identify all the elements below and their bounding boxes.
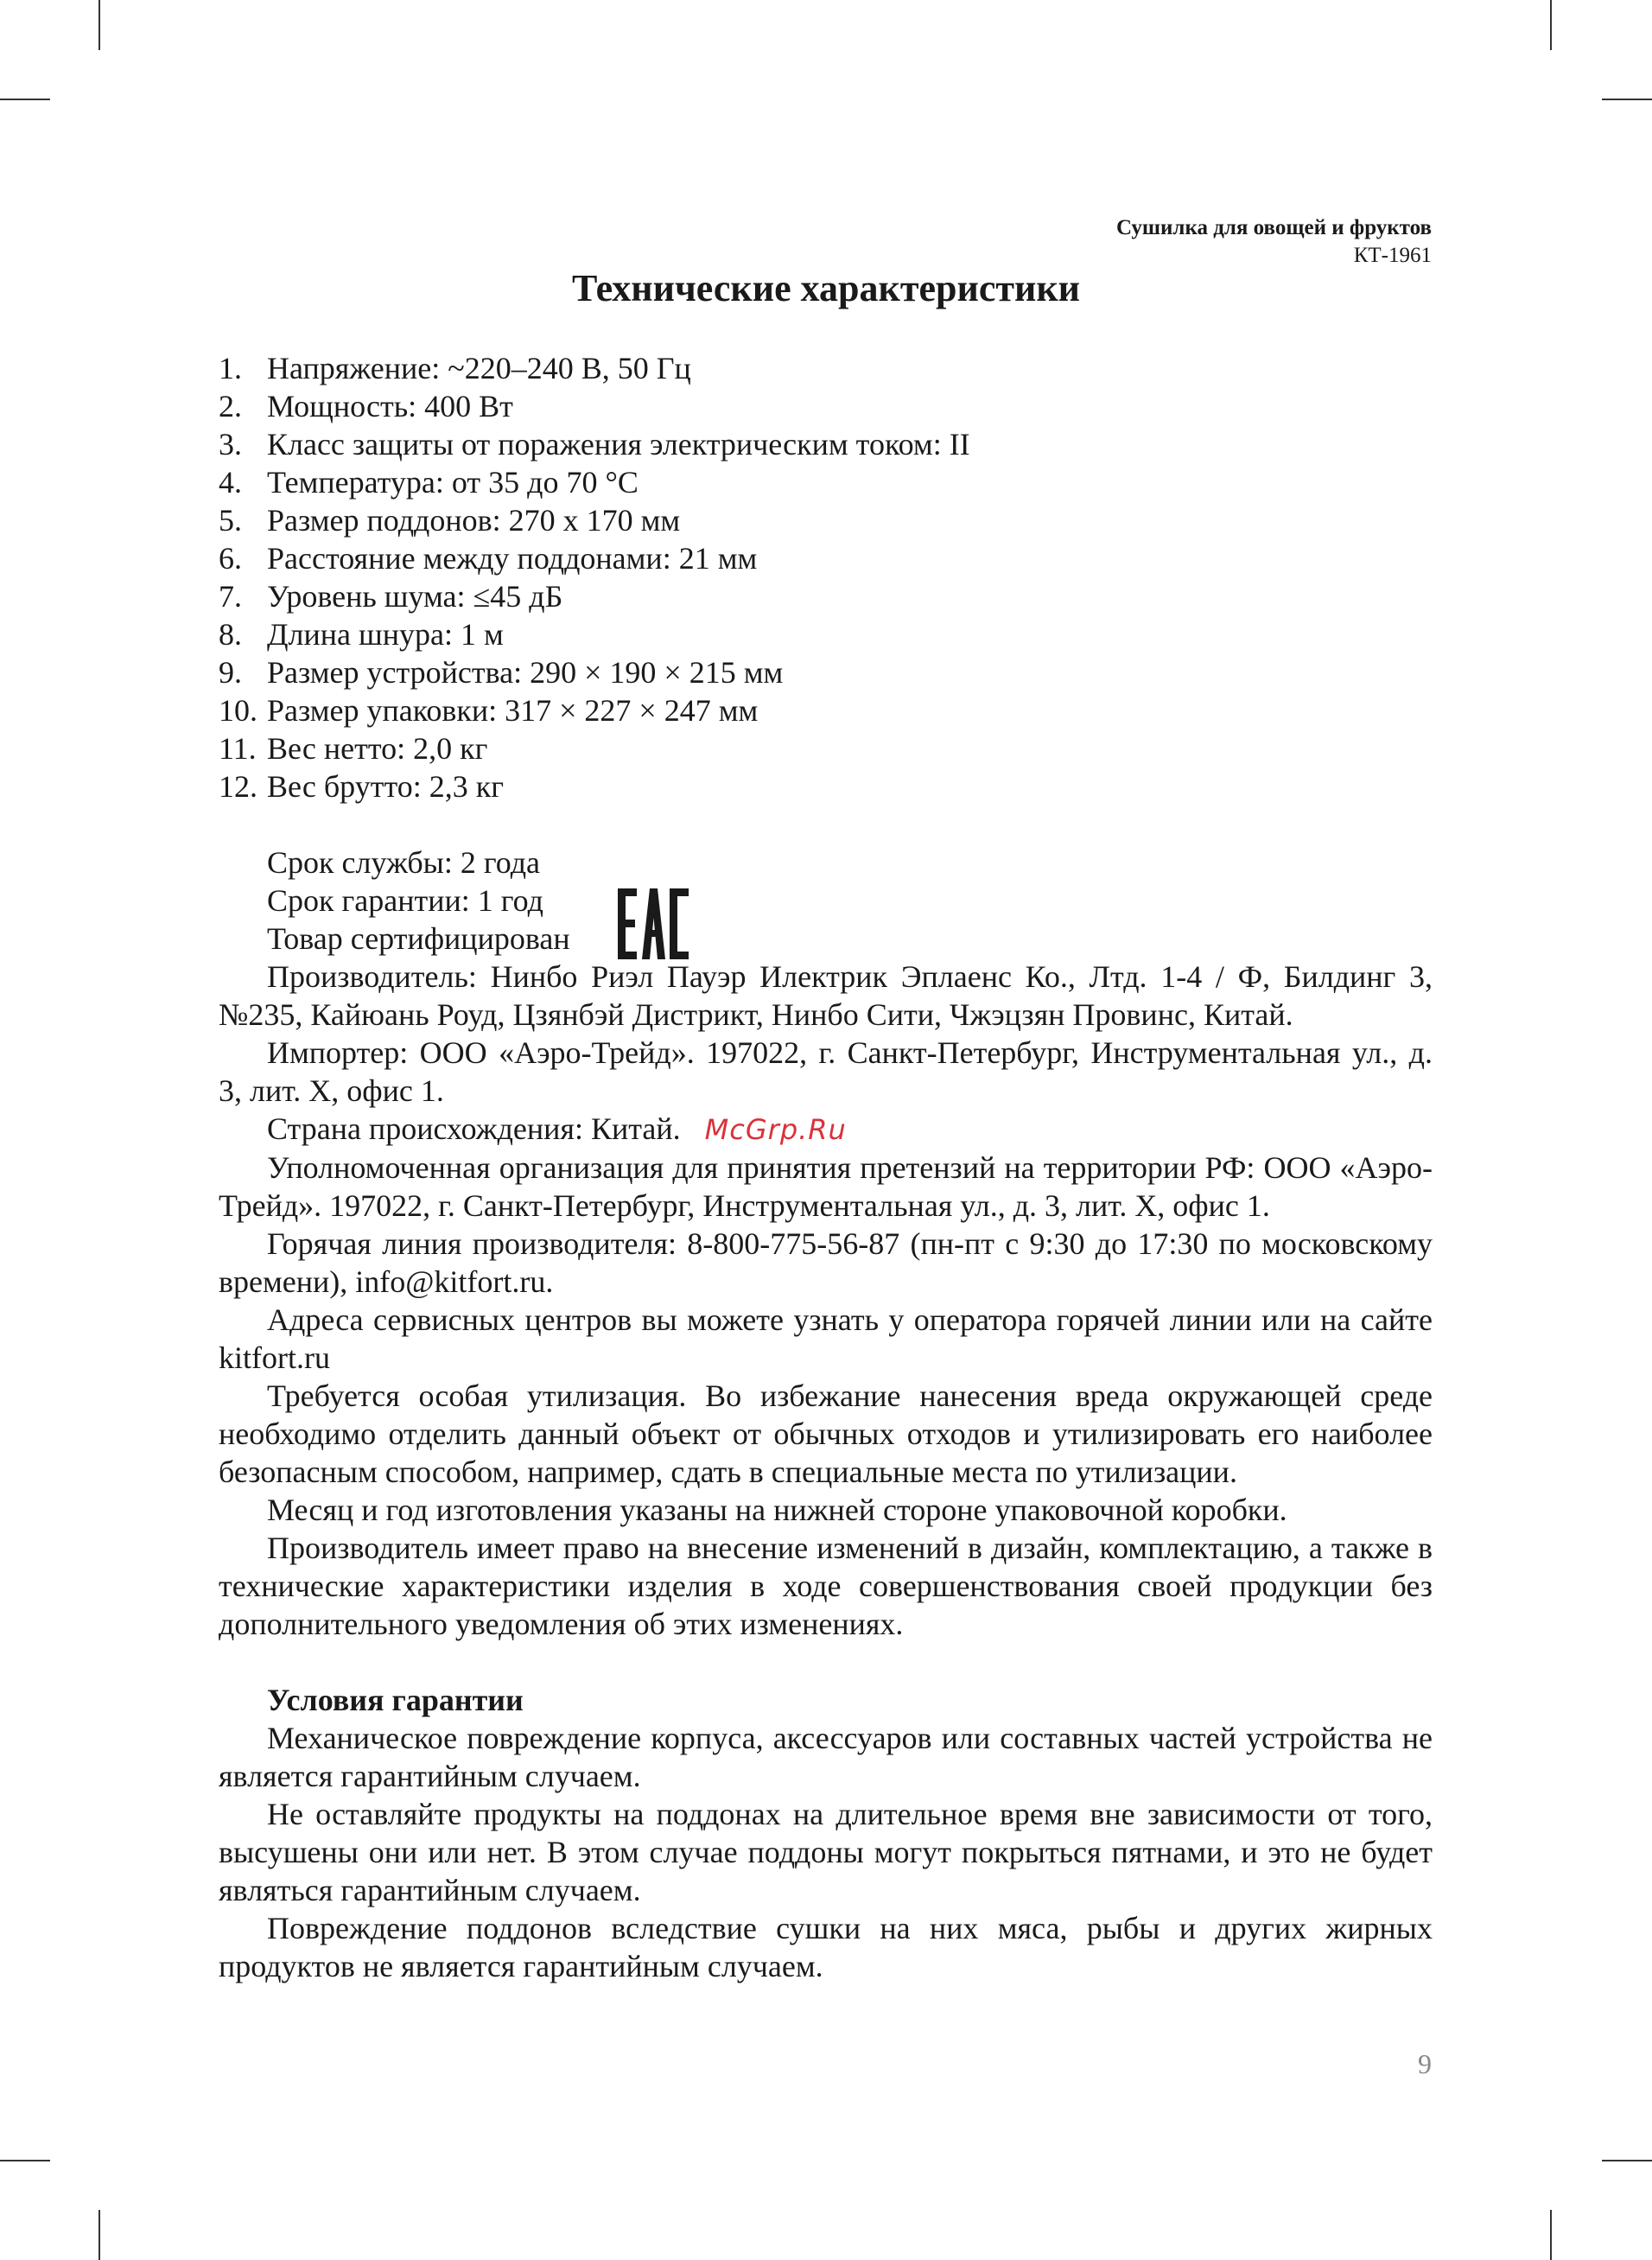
spec-item: 2. Мощность: 400 Вт	[219, 389, 513, 423]
spec-item: 7. Уровень шума: ≤45 дБ	[219, 579, 563, 614]
page-title: Технические характеристики	[571, 267, 1081, 309]
warranty-paragraph: Повреждение поддонов вследствие сушки на них мяса, рыбы и других жирных продуктов не является гарантийным случаем.	[219, 1911, 1433, 1983]
spec-list	[219, 349, 1433, 805]
spec-item: 3. Класс защиты от поражения электрическим током: II	[219, 427, 970, 462]
spec-item: 10. Размер упаковки: 317 × 227 × 247 мм	[219, 693, 759, 728]
authorized-organization: Уполномоченная организация для принятия претензий на территории РФ: ООО «Аэро-Трейд». 197022, г. Санкт-Петербург, Инструментальная ул., д. 3, лит. Х, офис 1.	[219, 1150, 1433, 1223]
spec-item: 12. Вес брутто: 2,3 кг	[219, 769, 504, 804]
spec-item: 8. Длина шнура: 1 м	[219, 617, 504, 652]
hotline-info: Горячая линия производителя: 8-800-775-56-87 (пн-пт с 9:30 до 17:30 по московскому времени), info@kitfort.ru.	[219, 1226, 1433, 1299]
warranty-paragraph: Не оставляйте продукты на поддонах на длительное время вне зависимости от того, высушены они или нет. В этом случае поддоны могут покрыться пятнами, и это не будет являться гарантийным случаем.	[219, 1797, 1433, 1907]
spec-item: 5. Размер поддонов: 270 х 170 мм	[219, 503, 681, 538]
warranty-paragraph: Механическое повреждение корпуса, аксессуаров или составных частей устройства не является гарантийным случаем.	[219, 1721, 1433, 1793]
crop-mark	[98, 2210, 100, 2260]
crop-mark	[1602, 99, 1652, 100]
page-number: 9	[1418, 2048, 1432, 2079]
service-centers-info: Адреса сервисных центров вы можете узнать у оператора горячей линии или на сайте kitfort.ru	[219, 1302, 1433, 1375]
crop-mark	[1550, 2210, 1552, 2260]
spec-item: 9. Размер устройства: 290 × 190 × 215 мм	[219, 655, 784, 690]
certified-text: Товар сертифицирован	[267, 921, 570, 956]
running-header	[1116, 214, 1432, 270]
crop-mark	[1602, 2160, 1652, 2161]
changes-notice: Производитель имеет право на внесение изменений в дизайн, комплектацию, а также в технические характеристики изделия в ходе совершенствования своей продукции без дополнительного уведомления об этих изменениях.	[219, 1531, 1433, 1641]
warranty-title: Условия гарантии	[267, 1683, 524, 1717]
header-product-name: Сушилка для овощей и фруктов	[1115, 216, 1432, 239]
spec-item: 6. Расстояние между поддонами: 21 мм	[219, 541, 758, 576]
crop-mark	[0, 99, 50, 100]
manufacture-date-info: Месяц и год изготовления указаны на нижней стороне упаковочной коробки.	[267, 1493, 1287, 1527]
service-life: Срок службы: 2 года	[267, 845, 541, 880]
certification-line	[219, 920, 1433, 958]
importer-info: Импортер: ООО «Аэро-Трейд». 197022, г. Санкт-Петербург, Инструментальная ул., д. 3, лит. Х, офис 1.	[219, 1035, 1433, 1108]
spec-item: 4. Температура: от 35 до 70 °С	[219, 465, 639, 500]
header-model: КТ-1961	[1353, 244, 1432, 267]
manufacturer-info: Производитель: Нинбо Риэл Пауэр Илектрик Эплаенс Ко., Лтд. 1-4 / Ф, Билдинг 3, №235, Кайюань Роуд, Цзянбэй Дистрикт, Нинбо Сити, Чжэцзян Провинс, Китай.	[219, 959, 1433, 1032]
page-content	[219, 349, 1433, 1985]
country-of-origin: Страна происхождения: Китай. McGrp.Ru	[267, 1111, 847, 1146]
crop-mark	[1550, 0, 1552, 50]
crop-mark	[98, 0, 100, 50]
warranty-period: Срок гарантии: 1 год	[267, 883, 543, 918]
crop-mark	[0, 2160, 50, 2161]
eac-logo-icon	[618, 888, 689, 959]
spec-item: 1. Напряжение: ~220–240 В, 50 Гц	[219, 351, 691, 385]
spec-item: 11. Вес нетто: 2,0 кг	[219, 731, 488, 766]
watermark: McGrp.Ru	[704, 1113, 847, 1146]
disposal-info: Требуется особая утилизация. Во избежание нанесения вреда окружающей среде необходимо отделить данный объект от обычных отходов и утилизировать его наиболее безопасным способом, например, сдать в специальные места по утилизации.	[219, 1378, 1433, 1489]
